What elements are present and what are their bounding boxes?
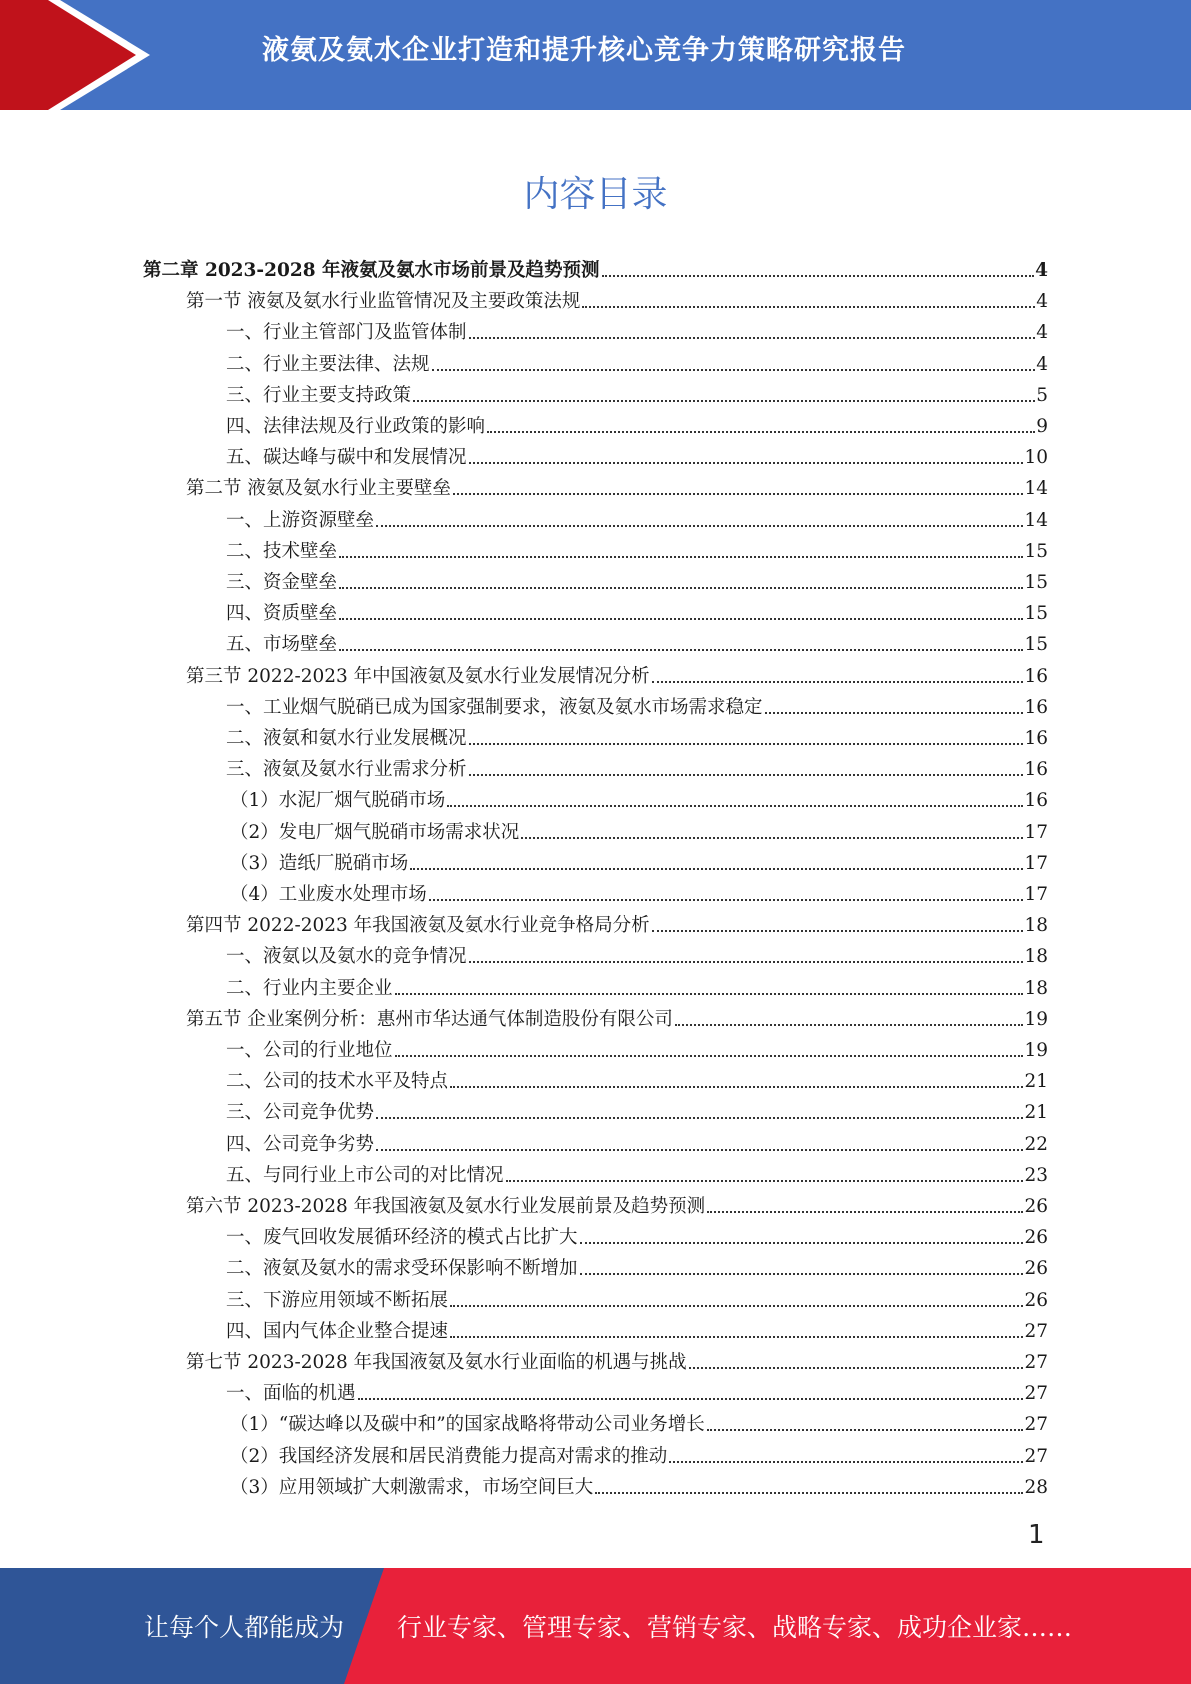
toc-leader-dots (413, 400, 1035, 402)
toc-entry-label: 二、液氨及氨水的需求受环保影响不断增加 (226, 1258, 578, 1280)
toc-entry-label: 二、行业主要法律、法规 (226, 353, 430, 375)
toc-leader-dots (395, 993, 1024, 995)
toc-leader-dots (339, 618, 1023, 620)
toc-entry[interactable] (226, 564, 1048, 595)
toc-leader-dots (580, 1273, 1024, 1275)
toc-entry[interactable] (230, 876, 1048, 907)
toc-entry[interactable] (226, 1126, 1048, 1157)
toc-leader-dots (602, 275, 1035, 277)
toc-leader-dots (432, 369, 1036, 371)
toc-entry-label: 三、资金壁垒 (226, 572, 338, 593)
toc-entry-page: 26 (1024, 1196, 1048, 1217)
toc-entry[interactable] (226, 346, 1048, 377)
toc-entry[interactable] (226, 626, 1048, 657)
toc-entry-label: 四、法律法规及行业政策的影响 (226, 416, 486, 437)
toc-entry[interactable] (226, 1032, 1048, 1063)
toc-leader-dots (707, 1429, 1024, 1431)
toc-entry[interactable] (226, 1375, 1048, 1406)
toc-entry-page: 4 (1035, 260, 1048, 281)
toc-leader-dots (689, 1367, 1024, 1369)
toc-entry[interactable] (226, 1282, 1048, 1313)
toc-entry-label: 三、行业主要支持政策 (226, 384, 412, 406)
toc-entry-page: 27 (1024, 1383, 1048, 1405)
toc-leader-dots (487, 431, 1035, 433)
toc-entry-label: 五、与同行业上市公司的对比情况 (226, 1164, 504, 1186)
toc-leader-dots (453, 493, 1024, 495)
toc-entry-label: 第二节 液氨及氨水行业主要壁垒 (186, 478, 451, 500)
toc-entry-page: 18 (1024, 946, 1048, 968)
toc-entry-page: 22 (1024, 1133, 1048, 1155)
toc-entry[interactable] (226, 720, 1048, 751)
toc-leader-dots (582, 306, 1035, 308)
toc-entry-page: 19 (1024, 1040, 1048, 1061)
toc-leader-dots (450, 1305, 1023, 1307)
toc-entry-page: 18 (1024, 977, 1048, 999)
toc-entry[interactable] (226, 1250, 1048, 1281)
toc-leader-dots (450, 1086, 1023, 1088)
toc-entry[interactable] (186, 283, 1048, 314)
toc-entry[interactable] (186, 1188, 1048, 1219)
toc-entry-label: 第三节 2022-2023 年中国液氨及氨水行业发展情况分析 (186, 665, 650, 687)
toc-entry-page: 27 (1024, 1445, 1048, 1467)
toc-entry[interactable] (226, 377, 1048, 408)
toc-entry[interactable] (186, 1344, 1048, 1375)
toc-entry-label: （4）工业废水处理市场 (230, 884, 427, 905)
toc-leader-dots (675, 1024, 1024, 1026)
toc-entry[interactable] (186, 907, 1048, 938)
toc-entry-label: （2）发电厂烟气脱硝市场需求状况 (230, 821, 520, 843)
toc-entry-page: 16 (1024, 665, 1048, 687)
toc-entry[interactable] (226, 970, 1048, 1001)
toc-entry-page: 4 (1036, 291, 1048, 313)
page-footer (0, 1568, 1191, 1684)
toc-entry[interactable] (226, 1157, 1048, 1188)
toc-entry[interactable] (186, 470, 1048, 501)
toc-entry-page: 14 (1024, 509, 1048, 531)
toc-entry-page: 27 (1024, 1352, 1048, 1373)
toc-leader-dots (765, 712, 1024, 714)
toc-entry-page: 10 (1024, 447, 1048, 469)
toc-leader-dots (469, 743, 1024, 745)
toc-entry-label: （2）我国经济发展和居民消费能力提高对需求的推动 (230, 1445, 668, 1467)
toc-entry[interactable] (143, 252, 1048, 283)
toc-entry-label: 四、资质壁垒 (226, 603, 338, 625)
toc-entry-page: 15 (1024, 603, 1048, 625)
toc-entry[interactable] (226, 1219, 1048, 1250)
toc-entry[interactable] (226, 533, 1048, 564)
toc-entry-label: 三、公司竞争优势 (226, 1102, 375, 1124)
toc-entry-label: 二、公司的技术水平及特点 (226, 1071, 449, 1093)
toc-entry-page: 16 (1024, 790, 1048, 812)
toc-leader-dots (469, 961, 1024, 963)
toc-entry-label: 第二章 2023-2028 年液氨及氨水市场前景及趋势预测 (143, 260, 600, 281)
toc-leader-dots (376, 1149, 1023, 1151)
toc-entry-page: 19 (1024, 1008, 1048, 1030)
toc-entry-page: 16 (1024, 696, 1048, 718)
toc-entry-label: 三、液氨及氨水行业需求分析 (226, 759, 467, 781)
toc-entry-page: 4 (1036, 322, 1048, 344)
toc-entry-label: 一、面临的机遇 (226, 1383, 356, 1405)
toc-leader-dots (339, 556, 1023, 558)
toc-entry-label: 第四节 2022-2023 年我国液氨及氨水行业竞争格局分析 (186, 915, 650, 937)
toc-entry-page: 16 (1024, 728, 1048, 749)
toc-entry-page: 17 (1024, 852, 1048, 874)
toc-entry[interactable] (226, 938, 1048, 969)
footer-slogan-lead: 让每个人都能成为 (144, 1613, 345, 1642)
toc-entry[interactable] (226, 595, 1048, 626)
toc-leader-dots (429, 899, 1024, 901)
toc-leader-dots (339, 587, 1023, 589)
toc-entry[interactable] (230, 1469, 1048, 1500)
toc-entry-page: 15 (1024, 572, 1048, 593)
toc-entry-label: 一、公司的行业地位 (226, 1040, 393, 1061)
toc-leader-dots (358, 1398, 1024, 1400)
toc-leader-dots (339, 649, 1023, 651)
toc-leader-dots (450, 1336, 1023, 1338)
toc-leader-dots (469, 774, 1024, 776)
footer-slogan-roles: 行业专家、管理专家、营销专家、战略专家、成功企业家…… (397, 1613, 1073, 1642)
toc-entry[interactable] (226, 1063, 1048, 1094)
toc-leader-dots (447, 805, 1023, 807)
toc-leader-dots (469, 337, 1036, 339)
page-header (0, 0, 1191, 110)
toc-entry-label: 一、行业主管部门及监管体制 (226, 322, 467, 344)
toc-entry-label: 第五节 企业案例分析：惠州市华达通气体制造股份有限公司 (186, 1008, 673, 1030)
toc-leader-dots (707, 1211, 1023, 1213)
toc-entry-label: 二、液氨和氨水行业发展概况 (226, 728, 467, 749)
toc-leader-dots (652, 930, 1024, 932)
toc-entry-label: （3）应用领域扩大刺激需求，市场空间巨大 (230, 1476, 594, 1498)
toc-entry-page: 16 (1024, 759, 1048, 781)
page-number: 1 (1028, 1520, 1045, 1550)
toc-entry[interactable] (230, 1438, 1048, 1469)
toc-entry-label: （1）“碳达峰以及碳中和”的国家战略将带动公司业务增长 (230, 1414, 705, 1436)
toc-heading: 内容目录 (523, 174, 668, 215)
toc-leader-dots (521, 837, 1023, 839)
toc-entry[interactable] (226, 1094, 1048, 1125)
toc-entry-label: 二、行业内主要企业 (226, 977, 393, 999)
toc-entry[interactable] (230, 782, 1048, 813)
toc-entry[interactable] (226, 751, 1048, 782)
toc-leader-dots (410, 868, 1023, 870)
toc-entry-page: 18 (1024, 915, 1048, 937)
toc-entry-label: 四、国内气体企业整合提速 (226, 1320, 449, 1342)
toc-leader-dots (580, 1242, 1024, 1244)
toc-entry-page: 27 (1024, 1414, 1048, 1436)
toc-entry-label: 五、碳达峰与碳中和发展情况 (226, 447, 467, 469)
toc-entry-page: 21 (1024, 1071, 1048, 1093)
toc-entry-label: 一、上游资源壁垒 (226, 509, 375, 531)
report-title: 液氨及氨水企业打造和提升核心竞争力策略研究报告 (262, 35, 906, 66)
toc-entry-page: 17 (1024, 821, 1048, 843)
toc-entry[interactable] (230, 1406, 1048, 1437)
toc-entry-label: 第一节 液氨及氨水行业监管情况及主要政策法规 (186, 291, 581, 313)
toc-entry-label: 三、下游应用领域不断拓展 (226, 1289, 449, 1311)
toc-leader-dots (469, 462, 1024, 464)
toc-entry-label: 第七节 2023-2028 年我国液氨及氨水行业面临的机遇与挑战 (186, 1352, 687, 1373)
toc-entry-label: 一、废气回收发展循环经济的模式占比扩大 (226, 1227, 578, 1249)
toc-entry-page: 26 (1024, 1227, 1048, 1249)
toc-entry-page: 15 (1024, 540, 1048, 562)
toc-entry[interactable] (226, 408, 1048, 439)
toc-entry-page: 23 (1024, 1164, 1048, 1186)
toc-entry[interactable] (226, 689, 1048, 720)
toc-entry[interactable] (226, 314, 1048, 345)
toc-entry[interactable] (186, 1001, 1048, 1032)
toc-entry-page: 27 (1024, 1320, 1048, 1342)
toc-entry-page: 17 (1024, 884, 1048, 905)
toc-entry-page: 26 (1024, 1289, 1048, 1311)
toc-entry[interactable] (226, 502, 1048, 533)
toc-entry-page: 14 (1024, 478, 1048, 500)
toc-leader-dots (595, 1492, 1023, 1494)
toc-entry-page: 15 (1024, 634, 1048, 656)
toc-entry-page: 4 (1036, 353, 1048, 375)
toc-entry-label: 四、公司竞争劣势 (226, 1133, 375, 1155)
toc-entry-page: 5 (1036, 384, 1048, 406)
toc-leader-dots (376, 1117, 1023, 1119)
toc-entry[interactable] (230, 814, 1048, 845)
toc-leader-dots (506, 1180, 1024, 1182)
toc-leader-dots (669, 1461, 1023, 1463)
toc-entry-page: 28 (1024, 1476, 1048, 1498)
toc-entry-label: 二、技术壁垒 (226, 540, 338, 562)
toc-entry[interactable] (226, 1313, 1048, 1344)
toc-leader-dots (395, 1055, 1024, 1057)
toc-entry-page: 21 (1024, 1102, 1048, 1124)
toc-entry-label: 一、工业烟气脱硝已成为国家强制要求，液氨及氨水市场需求稳定 (226, 696, 763, 718)
toc-entry[interactable] (186, 658, 1048, 689)
toc-entry[interactable] (230, 845, 1048, 876)
toc-entry-label: （1）水泥厂烟气脱硝市场 (230, 790, 446, 812)
toc-entry[interactable] (226, 439, 1048, 470)
toc-entry-page: 26 (1024, 1258, 1048, 1280)
toc-leader-dots (376, 525, 1023, 527)
toc-entry-label: 五、市场壁垒 (226, 634, 338, 656)
toc-entry-label: 第六节 2023-2028 年我国液氨及氨水行业发展前景及趋势预测 (186, 1196, 706, 1217)
toc-leader-dots (652, 681, 1024, 683)
toc-entry-page: 9 (1036, 416, 1048, 437)
toc-entry-label: 一、液氨以及氨水的竞争情况 (226, 946, 467, 968)
toc-entry-label: （3）造纸厂脱硝市场 (230, 852, 409, 874)
